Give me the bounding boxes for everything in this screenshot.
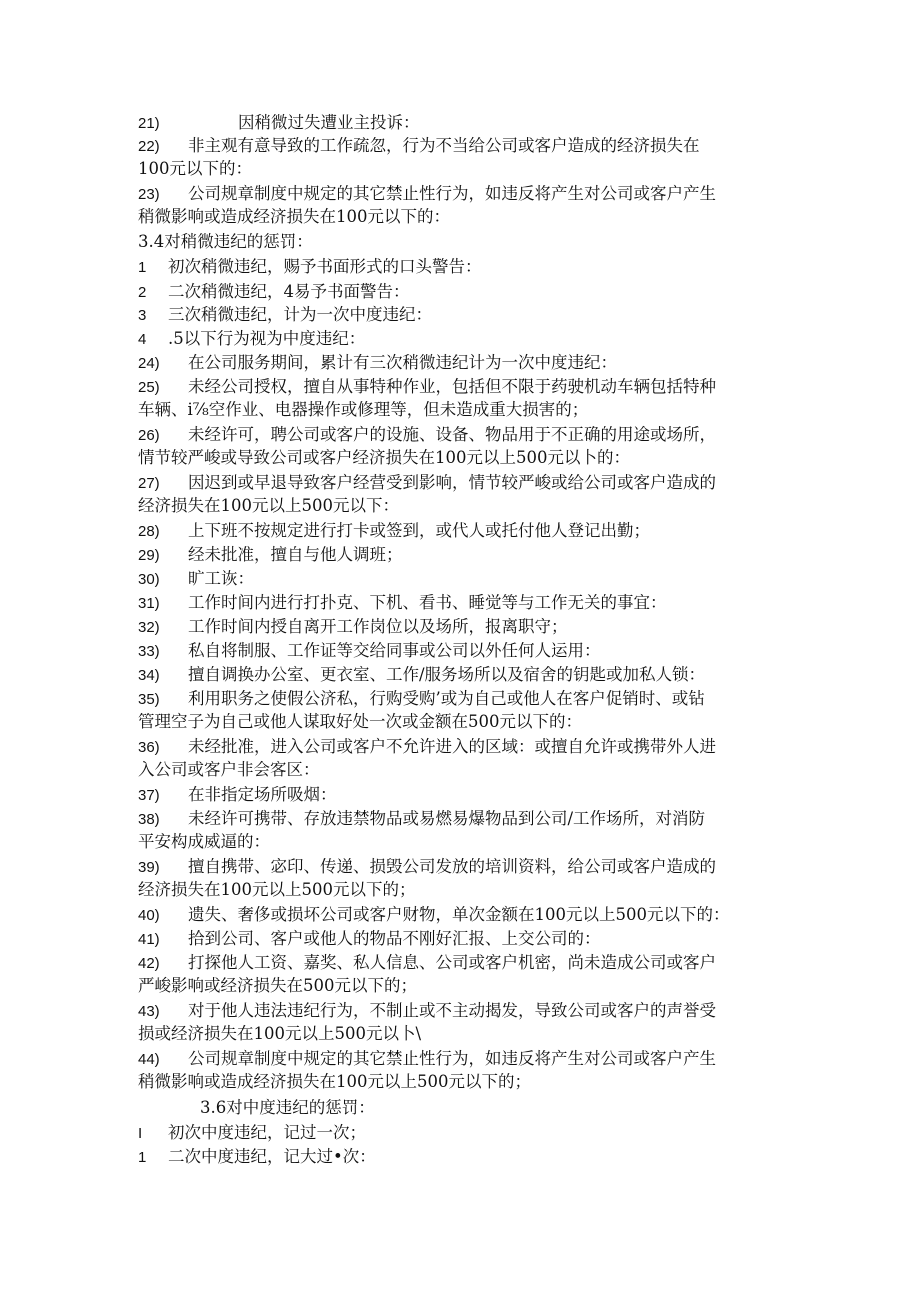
item-number: 21) [138, 115, 160, 132]
item-number: 1 [138, 1149, 147, 1166]
list-item [138, 808, 798, 831]
item-text: 因稍微过失遭业主投诉： [238, 113, 420, 132]
item-text: 工作时间内授自离开工作岗位以及场所，报离职守； [188, 617, 568, 636]
section-heading: 3.6对中度违纪的惩罚： [200, 1098, 375, 1117]
list-item [138, 592, 798, 615]
item-continuation: 经济损失在100元以上500元以下的； [138, 880, 416, 899]
item-number: 29) [138, 547, 160, 564]
item-text: 擅自调换办公室、更衣室、工作/服务场所以及宿舍的钥匙或加私人锁： [188, 665, 706, 684]
list-item [138, 784, 798, 807]
item-number: 25) [138, 379, 160, 396]
item-text: 私自将制服、工作证等交给同事或公司以外任何人运用： [188, 641, 601, 660]
item-text: 上下班不按规定进行打卡或签到，或代人或托付他人登记出勤； [188, 521, 650, 540]
list-item [138, 328, 798, 351]
item-text: 三次稍微违纪，计为一次中度违纪： [168, 305, 432, 324]
list-item [138, 856, 798, 879]
list-item [138, 1122, 798, 1145]
item-text: 初次稍微违纪，赐予书面形式的口头警告： [168, 257, 482, 276]
item-number: 28) [138, 523, 160, 540]
item-text: 在非指定场所吸烟： [188, 785, 337, 804]
list-item [138, 904, 798, 927]
item-number: 39) [138, 859, 160, 876]
list-item [138, 616, 798, 639]
item-number: 38) [138, 811, 160, 828]
item-number: 44) [138, 1051, 160, 1068]
item-number: 35) [138, 691, 160, 708]
item-text: 擅自携带、宓印、传递、损毁公司发放的培训资料，给公司或客户造成的 [188, 857, 716, 876]
list-item [138, 544, 798, 567]
item-text: 未经许可，聘公司或客户的设施、设备、物品用于不正确的用途或场所， [188, 425, 716, 444]
item-text: 工作时间内进行打扑克、下机、看书、睡觉等与工作无关的事宜： [188, 593, 667, 612]
item-text: 未经公司授权，擅自从事特种作业，包括但不限于药驶机动车辆包括特种 [188, 377, 716, 396]
item-text: 拾到公司、客户或他人的物品不刚好汇报、上交公司的： [188, 929, 601, 948]
list-item [138, 520, 798, 543]
item-text: 未经许可携带、存放违禁物品或易燃易爆物品到公司/工作场所，对消防 [188, 809, 706, 828]
item-number: 36) [138, 739, 160, 756]
item-text: 打探他人工资、嘉奖、私人信息、公司或客户机密，尚未造成公司或客户 [188, 953, 716, 972]
item-text: 因迟到或早退导致客户经营受到影响，情节较严峻或给公司或客户造成的 [188, 473, 716, 492]
item-text: 初次中度违纪，记过一次； [168, 1123, 366, 1142]
item-number: 26) [138, 427, 160, 444]
item-number: 41) [138, 931, 160, 948]
list-item [138, 736, 798, 759]
item-number: 37) [138, 787, 160, 804]
item-continuation: 车辆、i⅞空作业、电器操作或修理等，但未造成重大损害的； [138, 400, 589, 419]
list-item [138, 424, 798, 447]
list-item [138, 112, 798, 135]
item-continuation: 稍微影响或造成经济损失在100元以上500元以下的； [138, 1072, 531, 1091]
item-text: 在公司服务期间，累计有三次稍微违纪计为一次中度违纪： [188, 353, 617, 372]
item-number: 34) [138, 667, 160, 684]
item-continuation: 经济损失在100元以上500元以下： [138, 496, 399, 515]
item-continuation: 入公司或客户非会客区： [138, 760, 320, 779]
item-number: I [138, 1125, 143, 1142]
item-continuation: 稍微影响或造成经济损失在100元以下的： [138, 207, 450, 226]
list-item [138, 1000, 798, 1023]
list-item [138, 568, 798, 591]
item-continuation: 严峻影响或经济损失在500元以下的； [138, 976, 417, 995]
list-item [138, 1048, 798, 1071]
item-number: 3 [138, 307, 147, 324]
list-item [138, 952, 798, 975]
list-item [138, 928, 798, 951]
item-text: 公司规章制度中规定的其它禁止性行为，如违反将产生对公司或客户产生 [188, 184, 716, 203]
item-text: 二次中度违纪，记大过•次： [168, 1147, 376, 1166]
list-item [138, 640, 798, 663]
list-item [138, 688, 798, 711]
item-continuation: 损或经济损失在100元以上500元以卜\ [138, 1024, 422, 1043]
item-number: 30) [138, 571, 160, 588]
item-number: 43) [138, 1003, 160, 1020]
list-item [138, 1146, 798, 1169]
item-continuation: 情节较严峻或导致公司或客户经济损失在100元以上500元以卜的： [138, 448, 630, 467]
list-item [138, 135, 798, 158]
item-continuation: 100元以下的： [138, 159, 252, 178]
list-item [138, 304, 798, 327]
item-number: 32) [138, 619, 160, 636]
list-item [138, 472, 798, 495]
item-continuation: 管理空子为自己或他人谋取好处一次或金额在500元以下的： [138, 712, 582, 731]
item-text: 未经批准，进入公司或客户不允许进入的区域：或擅自允许或携带外人进 [188, 737, 716, 756]
item-number: 27) [138, 475, 160, 492]
section-heading: 3.4对稍微违纪的惩罚： [138, 232, 313, 251]
list-item [138, 352, 798, 375]
list-item [138, 376, 798, 399]
item-number: 24) [138, 355, 160, 372]
item-text: 对于他人违法违纪行为，不制止或不主动揭发，导致公司或客户的声誉受 [188, 1001, 716, 1020]
list-item [138, 183, 798, 206]
item-number: 4 [138, 331, 147, 348]
item-number: 33) [138, 643, 160, 660]
item-number: 23) [138, 186, 160, 203]
item-number: 42) [138, 955, 160, 972]
item-text: .5以下行为视为中度违纪： [168, 329, 366, 348]
list-item [138, 664, 798, 687]
list-item [138, 281, 798, 304]
item-text: 二次稍微违纪，4易予书面警告： [168, 282, 410, 301]
item-number: 1 [138, 259, 147, 276]
item-number: 2 [138, 284, 147, 301]
item-number: 31) [138, 595, 160, 612]
item-text: 旷工诙： [188, 569, 254, 588]
item-text: 公司规章制度中规定的其它禁止性行为，如违反将产生对公司或客户产生 [188, 1049, 716, 1068]
item-number: 22) [138, 138, 160, 155]
item-text: 利用职务之使假公济私，行购受购’或为自己或他人在客户促销时、或钻 [188, 689, 705, 708]
item-text: 非主观有意导致的工作疏忽，行为不当给公司或客户造成的经济损失在 [188, 136, 700, 155]
item-continuation: 平安构成威逼的： [138, 832, 270, 851]
item-text: 经未批准，擅自与他人调班； [188, 545, 403, 564]
item-text: 遗失、奢侈或损坏公司或客户财物，单次金额在100元以上500元以下的： [188, 905, 730, 924]
list-item [138, 256, 798, 279]
item-number: 40) [138, 907, 160, 924]
